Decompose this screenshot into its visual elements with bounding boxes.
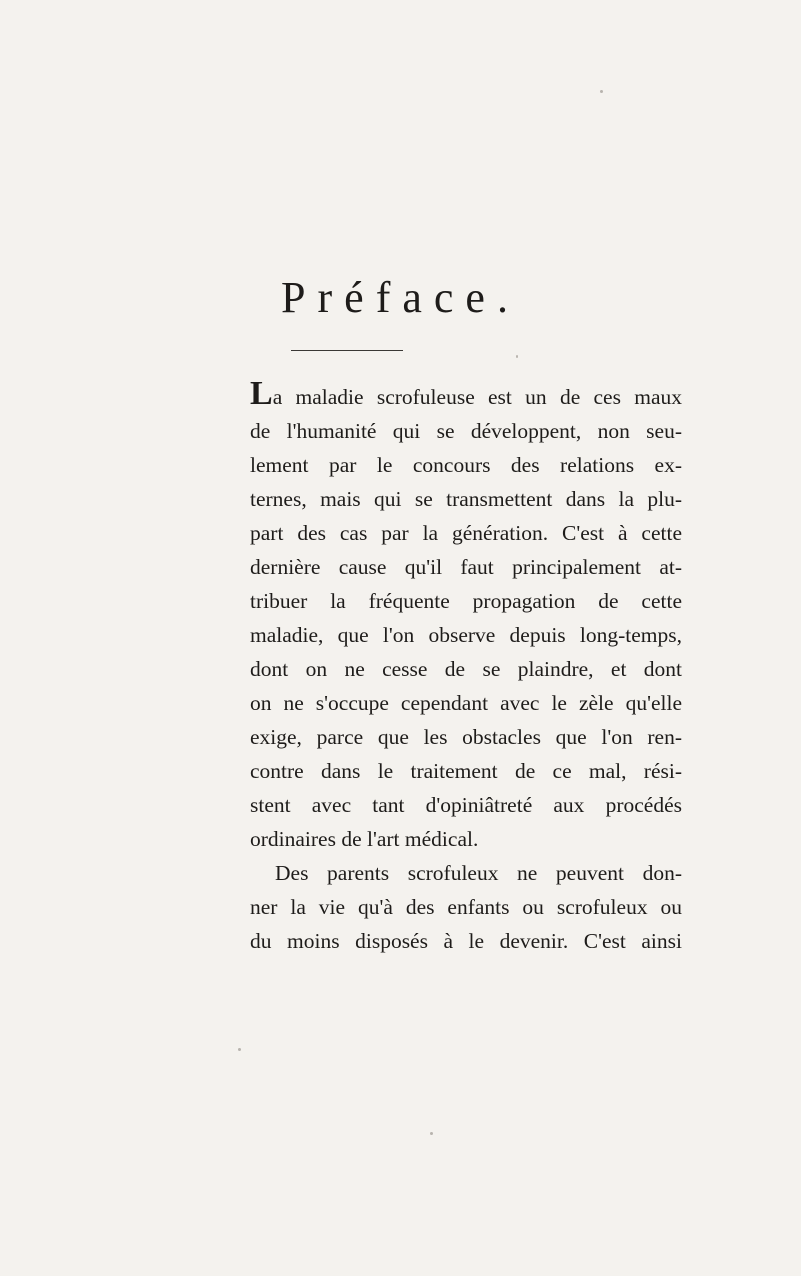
text-line: ternes, mais qui se transmettent dans la plu- <box>250 487 682 511</box>
paper-speck <box>600 90 603 93</box>
title-rule <box>291 350 403 351</box>
text-line: exige, parce que les obstacles que l'on ren- <box>250 725 682 749</box>
paper-speck <box>430 1132 433 1135</box>
text-line: ordinaires de l'art médical. <box>250 827 479 851</box>
text-line: lement par le concours des relations ex- <box>250 453 682 477</box>
text-line: dont on ne cesse de se plaindre, et dont <box>250 657 682 681</box>
text-line: on ne s'occupe cependant avec le zèle qu'elle <box>250 691 682 715</box>
paragraph-1 <box>250 375 682 856</box>
page-title: Préface. <box>281 273 520 322</box>
paper-speck <box>238 1048 241 1051</box>
paragraph-2 <box>250 856 682 958</box>
text-line: dernière cause qu'il faut principalement at- <box>250 555 682 579</box>
paper-speck <box>516 355 518 358</box>
text-line: maladie, que l'on observe depuis long-temps, <box>250 623 682 647</box>
text-line: ner la vie qu'à des enfants ou scrofuleux ou <box>250 895 682 919</box>
text-line: Des parents scrofuleux ne peuvent don- <box>275 861 682 885</box>
body-text <box>250 375 682 958</box>
text-line: de l'humanité qui se développent, non seu- <box>250 419 682 443</box>
text-line: La maladie scrofuleuse est un de ces maux <box>250 375 682 412</box>
text-line: tribuer la fréquente propagation de cette <box>250 589 682 613</box>
text-line: contre dans le traitement de ce mal, rési- <box>250 759 682 783</box>
text-line: du moins disposés à le devenir. C'est ainsi <box>250 929 682 953</box>
text-line: stent avec tant d'opiniâtreté aux procédés <box>250 793 682 817</box>
drop-capital: L <box>250 375 273 412</box>
text-line: part des cas par la génération. C'est à cette <box>250 521 682 545</box>
